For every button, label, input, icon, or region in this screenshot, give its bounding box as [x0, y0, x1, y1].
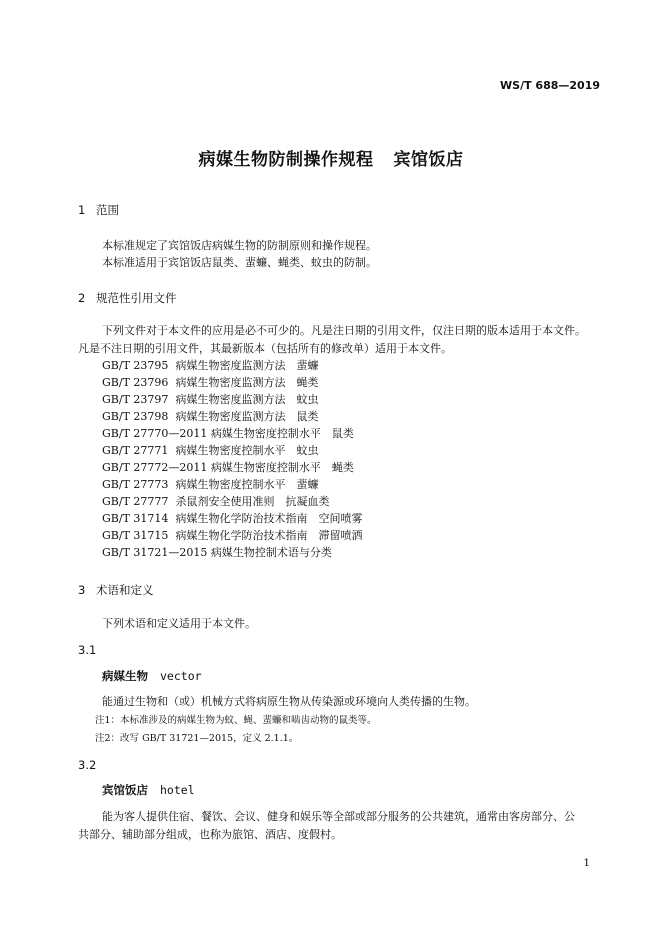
section-heading-terms-and-definitions — [78, 582, 154, 598]
note: 注1：本标准涉及的病媒生物为蚊、蝇、蜚蠊和啮齿动物的鼠类等。 — [95, 715, 377, 726]
reference-code: GB/T 27772—2011 — [102, 461, 208, 474]
page-number: 1 — [583, 857, 590, 869]
reference-code: GB/T 23795 — [102, 359, 169, 372]
title-sub: 宾馆饭店 — [393, 150, 464, 170]
reference-code: GB/T 31721—2015 — [102, 546, 208, 559]
paragraph: 本标准适用于宾馆饭店鼠类、蜚蠊、蝇类、蚊虫的防制。 — [102, 256, 377, 269]
reference-code: GB/T 31714 — [102, 512, 169, 525]
section-heading-scope — [78, 202, 119, 218]
section-title: 规范性引用文件 — [96, 291, 177, 305]
reference-title: 病媒生物密度控制水平 鼠类 — [210, 427, 354, 440]
reference-item — [102, 391, 319, 407]
term-number: 3.2 — [78, 758, 97, 772]
reference-title: 病媒生物密度控制水平 蝇类 — [210, 461, 354, 474]
section-number: 3 — [78, 583, 86, 597]
term-name: 病媒生物 — [102, 669, 148, 683]
reference-item — [102, 425, 354, 441]
paragraph: 下列术语和定义适用于本文件。 — [102, 617, 256, 630]
reference-item — [102, 357, 319, 373]
reference-item — [102, 459, 354, 475]
reference-title: 病媒生物密度监测方法 鼠类 — [175, 410, 319, 423]
reference-title: 病媒生物化学防治技术指南 滞留喷洒 — [175, 529, 363, 542]
term-english: vector — [160, 669, 202, 683]
term-definition: 共部分、辅助部分组成，也称为旅馆、酒店、度假村。 — [78, 828, 342, 841]
term-name: 宾馆饭店 — [102, 783, 148, 797]
reference-title: 病媒生物密度监测方法 蝇类 — [175, 376, 319, 389]
reference-title: 病媒生物控制术语与分类 — [210, 546, 332, 559]
reference-title: 病媒生物密度控制水平 蜚蠊 — [175, 478, 319, 491]
section-number: 2 — [78, 291, 86, 305]
term-entry — [102, 668, 202, 684]
section-title: 术语和定义 — [96, 583, 154, 597]
reference-item — [102, 442, 319, 458]
reference-code: GB/T 27777 — [102, 495, 169, 508]
section-heading-normative-references — [78, 290, 177, 306]
paragraph: 本标准规定了宾馆饭店病媒生物的防制原则和操作规程。 — [102, 239, 377, 252]
reference-item — [102, 408, 319, 424]
reference-item — [102, 510, 363, 526]
standard-code: WS/T 688—2019 — [500, 79, 600, 92]
section-title: 范围 — [96, 203, 119, 217]
term-definition: 能为客人提供住宿、餐饮、会议、健身和娱乐等全部或部分服务的公共建筑，通常由客房部分、公 — [102, 810, 575, 823]
paragraph: 下列文件对于本文件的应用是必不可少的。凡是注日期的引用文件，仅注日期的版本适用于本文件。 — [102, 324, 586, 337]
title-main: 病媒生物防制操作规程 — [198, 150, 374, 170]
reference-title: 杀鼠剂安全使用准则 抗凝血类 — [175, 495, 330, 508]
paragraph: 凡是不注日期的引用文件，其最新版本（包括所有的修改单）适用于本文件。 — [78, 342, 452, 355]
reference-title: 病媒生物化学防治技术指南 空间喷雾 — [175, 512, 363, 525]
reference-item — [102, 493, 330, 509]
reference-code: GB/T 27770—2011 — [102, 427, 208, 440]
note: 注2：改写 GB/T 31721—2015，定义 2.1.1。 — [95, 733, 299, 744]
reference-code: GB/T 27773 — [102, 478, 169, 491]
term-number: 3.1 — [78, 643, 97, 657]
document-title — [0, 145, 662, 170]
term-english: hotel — [160, 783, 195, 797]
reference-title: 病媒生物密度监测方法 蜚蠊 — [175, 359, 319, 372]
reference-code: GB/T 23798 — [102, 410, 169, 423]
reference-item — [102, 544, 332, 560]
reference-item — [102, 476, 319, 492]
reference-item — [102, 374, 319, 390]
reference-title: 病媒生物密度控制水平 蚊虫 — [175, 444, 319, 457]
reference-code: GB/T 27771 — [102, 444, 169, 457]
reference-item — [102, 527, 363, 543]
section-number: 1 — [78, 203, 86, 217]
term-entry — [102, 782, 195, 798]
term-definition: 能通过生物和（或）机械方式将病原生物从传染源或环境向人类传播的生物。 — [102, 695, 476, 708]
reference-title: 病媒生物密度监测方法 蚊虫 — [175, 393, 319, 406]
reference-code: GB/T 31715 — [102, 529, 169, 542]
reference-code: GB/T 23797 — [102, 393, 169, 406]
reference-code: GB/T 23796 — [102, 376, 169, 389]
